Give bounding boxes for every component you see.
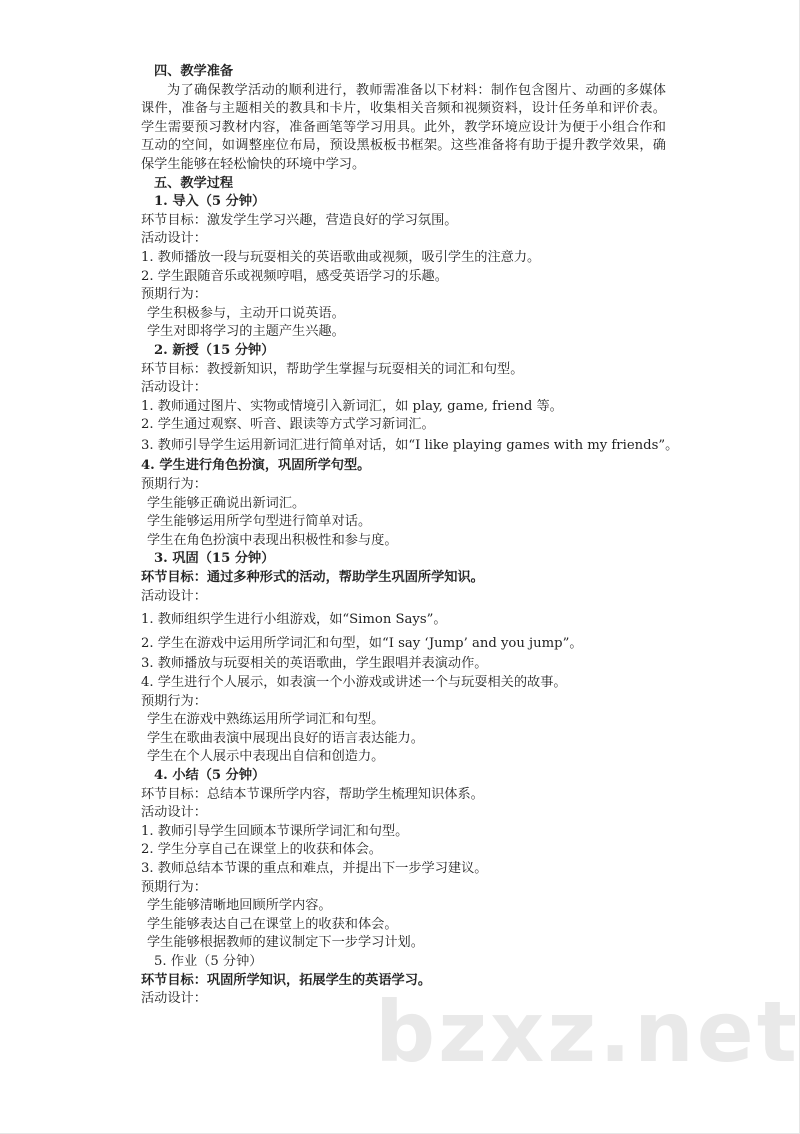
expect-item: 学生在角色扮演中表现出积极性和参与度。 — [147, 532, 398, 548]
list-item: 2. 学生在游戏中运用所学词汇和句型，如“I say ‘Jump’ and you jump”。 — [141, 635, 583, 651]
expect-item: 学生对即将学习的主题产生兴趣。 — [147, 324, 345, 340]
list-item-bold: 4. 学生进行角色扮演，巩固所学句型。 — [141, 458, 371, 474]
paragraph: 为了确保教学活动的顺利进行，教师需准备以下材料：制作包含图片、动画的多媒体课件，准备与主题相关的教具和卡片，收集相关音频和视频资料，设计任务单和评价表。学生需要预习教材内容，准备画笔等学习用具。此外，教学环境应设计为便于小组合作和互动的空间，如调整座位布局，预设黑板板书框架。这些准备将有助于提升教学效果，确保学生能够在轻松愉快的环境中学习。 — [141, 82, 666, 172]
step-goal: 环节目标：通过多种形式的活动，帮助学生巩固所学知识。 — [141, 570, 484, 586]
list-item: 2. 学生跟随音乐或视频哼唱，感受英语学习的乐趣。 — [141, 268, 448, 284]
list-item: 1. 教师通过图片、实物或情境引入新词汇，如 play, game, friend 等。 — [141, 398, 563, 414]
design-label: 活动设计： — [141, 991, 207, 1007]
expect-item: 学生在游戏中熟练运用所学词汇和句型。 — [147, 712, 385, 728]
expect-item: 学生能够运用所学句型进行简单对话。 — [147, 514, 372, 530]
list-item: 3. 教师总结本节课的重点和难点，并提出下一步学习建议。 — [141, 860, 488, 876]
list-item: 1. 教师引导学生回顾本节课所学词汇和句型。 — [141, 823, 409, 839]
document-body — [141, 63, 679, 1009]
expect-label: 预期行为： — [141, 477, 207, 493]
list-item: 4. 学生进行个人展示，如表演一个小游戏或讲述一个与玩耍相关的故事。 — [141, 675, 567, 690]
expect-item: 学生能够正确说出新词汇。 — [147, 495, 306, 511]
step-title: 1. 导入（5 分钟） — [154, 194, 266, 210]
step-title: 3. 巩固（15 分钟） — [154, 551, 275, 567]
expect-item: 学生在歌曲表演中展现出良好的语言表达能力。 — [147, 730, 424, 746]
list-item: 2. 学生分享自己在课堂上的收获和体会。 — [141, 842, 382, 858]
list-item: 1. 教师播放一段与玩耍相关的英语歌曲或视频，吸引学生的注意力。 — [141, 249, 541, 265]
list-item: 2. 学生通过观察、听音、跟读等方式学习新词汇。 — [141, 417, 435, 433]
expect-label: 预期行为： — [141, 693, 207, 709]
list-item: 1. 教师组织学生进行小组游戏，如“Simon Says”。 — [141, 612, 447, 628]
expect-item: 学生在个人展示中表现出自信和创造力。 — [147, 749, 385, 765]
list-item: 3. 教师引导学生运用新词汇进行简单对话，如“I like playing games with my friends”。 — [141, 437, 679, 453]
list-item: 3. 教师播放与玩耍相关的英语歌曲，学生跟唱并表演动作。 — [141, 656, 488, 672]
step-goal: 环节目标：教授新知识，帮助学生掌握与玩耍相关的词汇和句型。 — [141, 361, 524, 377]
step-title: 2. 新授（15 分钟） — [154, 342, 275, 358]
step-goal: 环节目标：巩固所学知识，拓展学生的英语学习。 — [141, 972, 432, 988]
step-title: 5. 作业（5 分钟） — [154, 953, 263, 969]
design-label: 活动设计： — [141, 231, 207, 247]
step-goal: 环节目标：激发学生学习兴趣，营造良好的学习氛围。 — [141, 212, 458, 228]
expect-item: 学生积极参与，主动开口说英语。 — [147, 305, 345, 321]
expect-item: 学生能够清晰地回顾所学内容。 — [147, 898, 332, 914]
expect-label: 预期行为： — [141, 879, 207, 895]
expect-item: 学生能够根据教师的建议制定下一步学习计划。 — [147, 935, 424, 951]
section-heading: 五、教学过程 — [154, 175, 234, 191]
section-heading: 四、教学准备 — [154, 64, 234, 79]
step-title: 4. 小结（5 分钟） — [154, 767, 266, 783]
design-label: 活动设计： — [141, 588, 207, 604]
watermark: bzxz.net — [375, 983, 800, 1081]
expect-item: 学生能够表达自己在课堂上的收获和体会。 — [147, 916, 398, 932]
expect-label: 预期行为： — [141, 287, 207, 303]
step-goal: 环节目标：总结本节课所学内容，帮助学生梳理知识体系。 — [141, 786, 484, 802]
design-label: 活动设计： — [141, 805, 207, 821]
design-label: 活动设计： — [141, 380, 207, 396]
